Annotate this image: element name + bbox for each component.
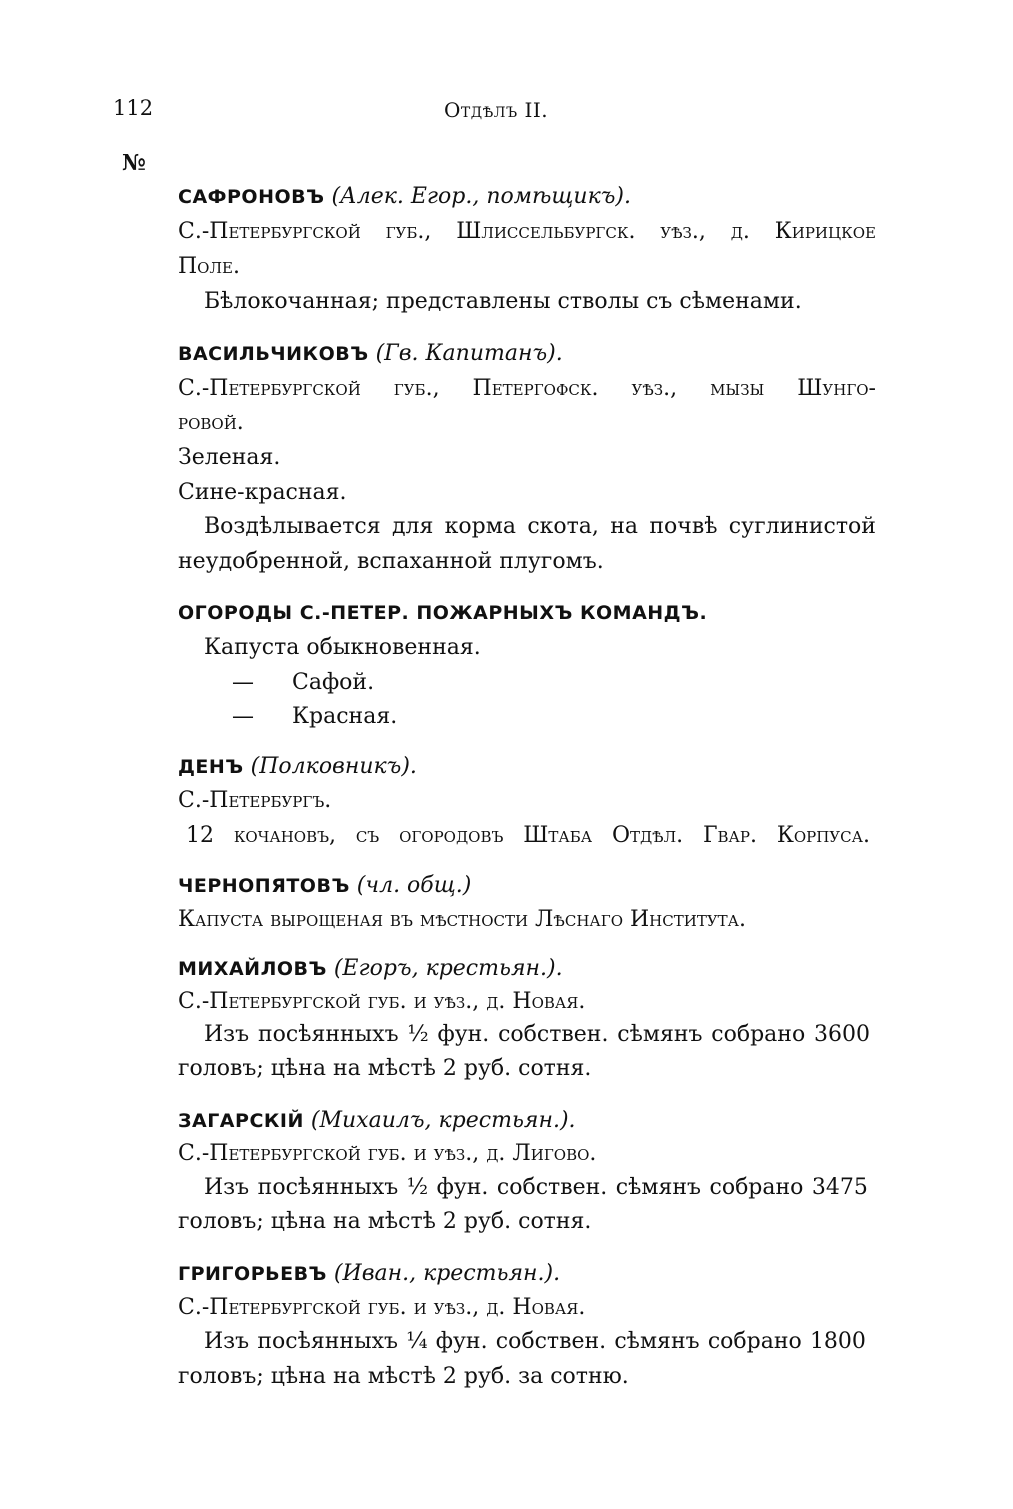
variety: Красная. xyxy=(292,704,398,729)
word: собрано xyxy=(709,1175,804,1200)
entry-note xyxy=(204,1177,868,1199)
word: Корпуса. xyxy=(776,823,870,848)
entry-note xyxy=(204,1331,866,1353)
location-line: С.-Петербургской губ. и уѣз., д. Лигово. xyxy=(178,1141,597,1166)
location-line: С.-Петербургской губ. и уѣз., д. Новая. xyxy=(178,1295,586,1320)
entry-note: Бѣлокочанная; представлены стволы съ сѣменами. xyxy=(204,289,802,314)
exhibitor-name: ДЕНЪ xyxy=(178,756,244,778)
dash: — xyxy=(232,704,254,729)
entry-note xyxy=(204,516,876,538)
word: ½ xyxy=(407,1022,429,1047)
word: огородовъ xyxy=(399,823,504,848)
word: сѣмянъ xyxy=(615,1175,702,1200)
word: Гвар. xyxy=(702,823,757,848)
word: Изъ xyxy=(204,1175,250,1200)
exhibitor-qualifier: (чл. общ.) xyxy=(356,873,472,898)
page-number: 112 xyxy=(113,96,154,120)
entry-note: Капуста вырощеная въ мѣстности Лѣснаго Института. xyxy=(178,907,747,932)
word: 3600 xyxy=(813,1022,870,1047)
variety: Сафой. xyxy=(292,670,375,695)
word: ½ xyxy=(406,1175,429,1200)
word: на xyxy=(610,514,639,539)
word: Отдѣл. xyxy=(611,823,684,848)
entry-heading xyxy=(178,756,417,778)
word: Штаба xyxy=(523,823,593,848)
word: съ xyxy=(355,823,380,848)
exhibitor-name: ЧЕРНОПЯТОВЪ xyxy=(178,875,350,897)
entry-note: головъ; цѣна на мѣстѣ 2 руб. сотня. xyxy=(178,1209,592,1234)
entry-note xyxy=(186,825,870,847)
word: почвѣ xyxy=(649,514,718,539)
word: скота, xyxy=(527,514,599,539)
word: Кирицкое xyxy=(774,219,876,244)
word: мызы xyxy=(710,376,765,401)
word: ¼ xyxy=(406,1329,428,1354)
variety: Сине-красная. xyxy=(178,480,347,505)
word: собствен. xyxy=(498,1022,609,1047)
word: фун. xyxy=(435,1329,488,1354)
location-line: Поле. xyxy=(178,254,240,279)
word: д. xyxy=(730,219,750,244)
word: Шунго- xyxy=(797,376,876,401)
word: фун. xyxy=(437,1022,490,1047)
word: С.-Петербургской xyxy=(178,219,361,244)
entry-heading xyxy=(178,1110,576,1132)
list-item xyxy=(232,706,397,728)
entry-heading xyxy=(178,186,631,208)
exhibitor-name: САФРОНОВЪ xyxy=(178,186,325,208)
word: 1800 xyxy=(809,1329,866,1354)
exhibitor-qualifier: (Гв. Капитанъ). xyxy=(375,341,563,366)
location-line xyxy=(178,221,876,243)
list-item: Капуста обыкновенная. xyxy=(204,635,481,660)
entry-heading xyxy=(178,875,471,897)
location-line: С.-Петербургской губ. и уѣз., д. Новая. xyxy=(178,989,586,1014)
word: уѣз., xyxy=(660,219,706,244)
word: посѣянныхъ xyxy=(257,1022,399,1047)
word: Изъ xyxy=(204,1022,250,1047)
word: Воздѣлывается xyxy=(204,514,381,539)
exhibitor-qualifier: (Иван., крестьян.). xyxy=(333,1261,561,1286)
word: собствен. xyxy=(496,1175,608,1200)
list-item xyxy=(232,672,374,694)
word: сѣмянъ xyxy=(617,1022,703,1047)
variety: Зеленая. xyxy=(178,445,281,470)
word: Изъ xyxy=(204,1329,250,1354)
location-line xyxy=(178,378,876,400)
entry-note: неудобренной, вспаханной плугомъ. xyxy=(178,549,604,574)
entry-note xyxy=(204,1024,870,1046)
word: суглинистой xyxy=(728,514,876,539)
dash: — xyxy=(232,670,254,695)
word: посѣянныхъ xyxy=(257,1175,399,1200)
exhibitor-name: ВАСИЛЬЧИКОВЪ xyxy=(178,343,369,365)
exhibitor-qualifier: (Полковникъ). xyxy=(250,754,417,779)
entry-heading xyxy=(178,343,563,365)
entry-heading xyxy=(178,1263,560,1285)
running-head: Отдѣлъ II. xyxy=(444,98,549,122)
word: корма xyxy=(444,514,516,539)
number-sign: № xyxy=(122,150,146,176)
word: собрано xyxy=(707,1329,802,1354)
exhibitor-name: ОГОРОДЫ С.-ПЕТЕР. ПОЖАРНЫХЪ КОМАНДЪ. xyxy=(178,602,708,624)
word: для xyxy=(391,514,434,539)
word: губ., xyxy=(385,219,432,244)
word: 12 xyxy=(186,823,214,848)
entry-note: головъ; цѣна на мѣстѣ 2 руб. за сотню. xyxy=(178,1364,629,1389)
word: сѣмянъ xyxy=(614,1329,700,1354)
word: С.-Петербургской xyxy=(178,376,361,401)
word: кочановъ, xyxy=(233,823,336,848)
word: губ., xyxy=(393,376,440,401)
word: Петергофск. xyxy=(472,376,599,401)
word: собрано xyxy=(711,1022,806,1047)
exhibitor-qualifier: (Михаилъ, крестьян.). xyxy=(310,1108,576,1133)
exhibitor-qualifier: (Алек. Егор., помѣщикъ). xyxy=(331,184,631,209)
word: 3475 xyxy=(811,1175,868,1200)
entry-heading xyxy=(178,958,563,980)
entry-note: головъ; цѣна на мѣстѣ 2 руб. сотня. xyxy=(178,1056,592,1081)
location-line: С.-Петербургъ. xyxy=(178,788,332,813)
exhibitor-name: МИХАЙЛОВЪ xyxy=(178,958,327,980)
word: Шлиссельбургск. xyxy=(456,219,636,244)
exhibitor-name: ГРИГОРЬЕВЪ xyxy=(178,1263,327,1285)
word: фун. xyxy=(436,1175,489,1200)
word: собствен. xyxy=(495,1329,607,1354)
word: посѣянныхъ xyxy=(257,1329,399,1354)
exhibitor-name: ЗАГАРСКІЙ xyxy=(178,1110,304,1132)
location-line: ровой. xyxy=(178,410,244,435)
exhibitor-qualifier: (Егоръ, крестьян.). xyxy=(333,956,563,981)
word: уѣз., xyxy=(631,376,678,401)
